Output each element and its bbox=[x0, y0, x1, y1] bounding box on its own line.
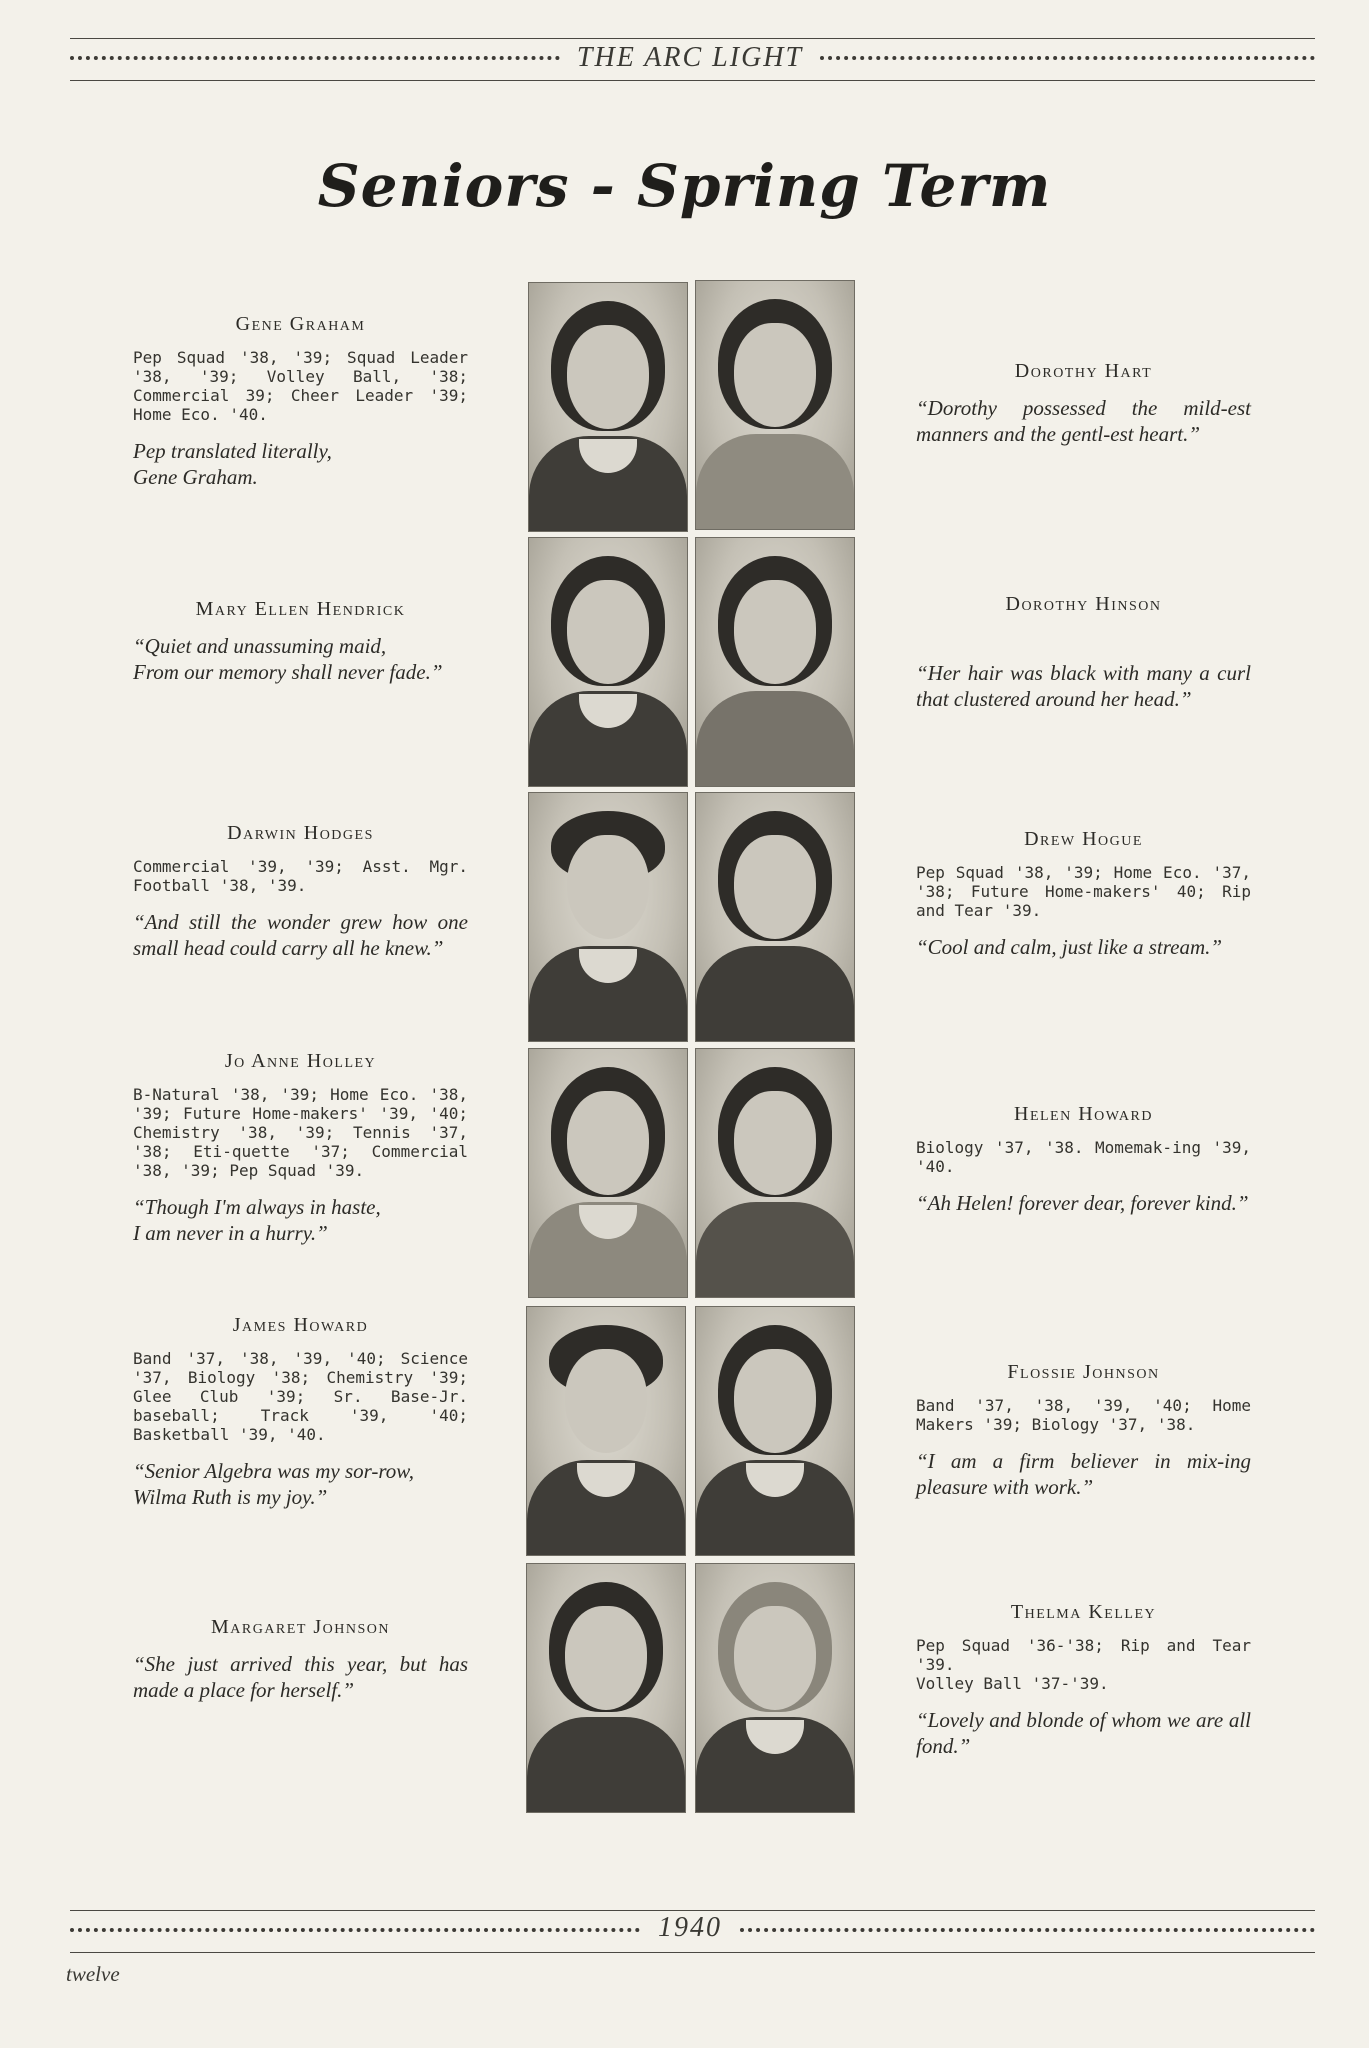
portrait-gene-graham bbox=[528, 282, 688, 532]
portrait-darwin-hodges bbox=[528, 792, 688, 1042]
portrait-helen-howard bbox=[695, 1048, 855, 1298]
senior-entry bbox=[133, 313, 468, 490]
senior-name: James Howard bbox=[232, 1314, 369, 1336]
senior-activities: Band '37, '38, '39, '40; Home Makers '39; Biology '37, '38. bbox=[916, 1396, 1251, 1434]
senior-activities: Pep Squad '36-'38; Rip and Tear '39. Volley Ball '37-'39. bbox=[916, 1636, 1251, 1693]
senior-entry bbox=[133, 1050, 468, 1246]
senior-entry bbox=[916, 360, 1251, 447]
header-dots-right bbox=[820, 56, 1315, 60]
senior-quote: “Dorothy possessed the mild-est manners and the gentl-est heart.” bbox=[916, 396, 1251, 446]
portrait-thelma-kelley bbox=[695, 1563, 855, 1813]
page-number-word: twelve bbox=[66, 1962, 120, 1986]
senior-entry bbox=[916, 1601, 1251, 1759]
senior-entry bbox=[133, 822, 468, 961]
header-rule-top bbox=[70, 38, 1315, 39]
senior-quote: Pep translated literally, Gene Graham. bbox=[133, 439, 332, 489]
header-dots-left bbox=[70, 56, 560, 60]
senior-entry bbox=[916, 593, 1251, 712]
portrait-drew-hogue bbox=[695, 792, 855, 1042]
senior-entry bbox=[133, 1616, 468, 1703]
senior-activities: Biology '37, '38. Momemak-ing '39, '40. bbox=[916, 1138, 1251, 1176]
senior-name: Flossie Johnson bbox=[1007, 1361, 1160, 1383]
senior-name: Dorothy Hart bbox=[1014, 360, 1153, 382]
senior-entry bbox=[133, 598, 468, 685]
senior-entry bbox=[133, 1314, 468, 1510]
senior-quote: “I am a firm believer in mix-ing pleasure with work.” bbox=[916, 1449, 1251, 1499]
portrait-dorothy-hinson bbox=[695, 537, 855, 787]
header-rule-bottom bbox=[70, 80, 1315, 81]
senior-quote: “Though I'm always in haste, I am never in a hurry.” bbox=[133, 1195, 381, 1245]
senior-activities: B-Natural '38, '39; Home Eco. '38, '39; Future Home-makers' '39, '40; Chemistry '38, '39; Tennis '37, '38; Eti-quette '37; Commercial '38, '39; Pep Squad '39. bbox=[133, 1085, 468, 1180]
header-banner: THE ARC LIGHT bbox=[576, 42, 804, 73]
senior-name: Darwin Hodges bbox=[227, 822, 374, 844]
senior-quote: “Her hair was black with many a curl that clustered around her head.” bbox=[916, 661, 1251, 711]
senior-name: Thelma Kelley bbox=[1010, 1601, 1157, 1623]
portrait-mary-ellen-hendrick bbox=[528, 537, 688, 787]
senior-activities: Commercial '39, '39; Asst. Mgr. Football '38, '39. bbox=[133, 857, 468, 895]
senior-quote: “Lovely and blonde of whom we are all fond.” bbox=[916, 1708, 1251, 1758]
senior-name: Gene Graham bbox=[235, 313, 366, 335]
senior-quote: “She just arrived this year, but has made a place for herself.” bbox=[133, 1652, 468, 1702]
senior-entry bbox=[916, 1361, 1251, 1500]
portrait-dorothy-hart bbox=[695, 280, 855, 530]
senior-entry bbox=[916, 828, 1251, 960]
senior-name: Margaret Johnson bbox=[210, 1616, 390, 1638]
portrait-flossie-johnson bbox=[695, 1306, 855, 1556]
senior-name: Mary Ellen Hendrick bbox=[195, 598, 406, 620]
senior-name: Helen Howard bbox=[1014, 1103, 1153, 1125]
senior-name: Jo Anne Holley bbox=[224, 1050, 377, 1072]
senior-entry bbox=[916, 1103, 1251, 1216]
senior-activities: Pep Squad '38, '39; Squad Leader '38, '39; Volley Ball, '38; Commercial 39; Cheer Leader '39; Home Eco. '40. bbox=[133, 348, 468, 424]
portrait-james-howard bbox=[526, 1306, 686, 1556]
senior-quote: “Ah Helen! forever dear, forever kind.” bbox=[916, 1191, 1249, 1215]
senior-activities: Pep Squad '38, '39; Home Eco. '37, '38; Future Home-makers' 40; Rip and Tear '39. bbox=[916, 863, 1251, 920]
footer-rule-top bbox=[70, 1910, 1315, 1911]
senior-quote: “Senior Algebra was my sor-row, Wilma Ruth is my joy.” bbox=[133, 1459, 414, 1509]
senior-quote: “And still the wonder grew how one small head could carry all he knew.” bbox=[133, 910, 468, 960]
senior-quote: “Quiet and unassuming maid, From our memory shall never fade.” bbox=[133, 634, 443, 684]
portrait-margaret-johnson bbox=[526, 1563, 686, 1813]
senior-name: Drew Hogue bbox=[1024, 828, 1143, 850]
portrait-jo-anne-holley bbox=[528, 1048, 688, 1298]
footer-dots-right bbox=[740, 1928, 1315, 1932]
footer-year: 1940 bbox=[658, 1912, 722, 1943]
senior-quote: “Cool and calm, just like a stream.” bbox=[916, 935, 1223, 959]
senior-activities: Band '37, '38, '39, '40; Science '37, Biology '38; Chemistry '39; Glee Club '39; Sr. Base-Jr. baseball; Track '39, '40; Basketball '39, '40. bbox=[133, 1349, 468, 1444]
footer-dots-left bbox=[70, 1928, 640, 1932]
footer-rule-bottom bbox=[70, 1952, 1315, 1953]
senior-name: Dorothy Hinson bbox=[1005, 593, 1162, 615]
page-title: Seniors - Spring Term bbox=[317, 152, 1052, 220]
